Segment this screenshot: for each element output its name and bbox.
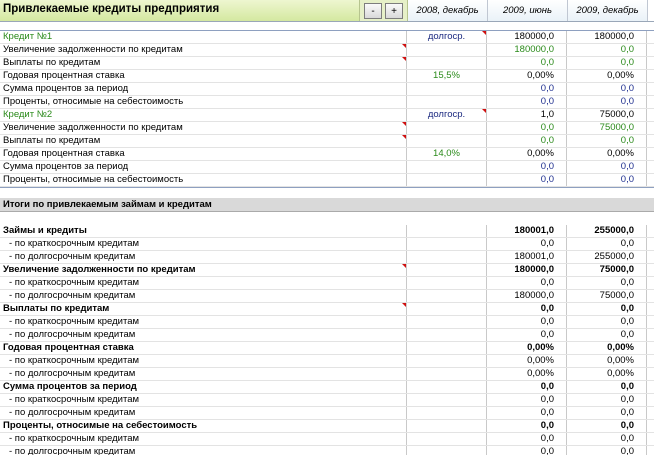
- cell-value[interactable]: 0,00%: [567, 148, 647, 160]
- row-label[interactable]: - по долгосрочным кредитам: [0, 407, 407, 419]
- credit-name[interactable]: Кредит №2: [0, 109, 407, 121]
- row-label[interactable]: - по краткосрочным кредитам: [0, 355, 407, 367]
- collapse-button[interactable]: -: [364, 3, 382, 19]
- cell-value[interactable]: 180000,0: [487, 290, 567, 302]
- credit-name[interactable]: Кредит №1: [0, 31, 407, 43]
- totals-sub-row[interactable]: [0, 290, 654, 303]
- cell-value[interactable]: 180000,0: [487, 44, 567, 56]
- cell-value[interactable]: 0,0: [567, 44, 647, 56]
- cell-value[interactable]: 75000,0: [567, 264, 647, 276]
- cell-value[interactable]: 0,0: [487, 381, 567, 393]
- cell-value[interactable]: 0,0: [567, 238, 647, 250]
- cell-value[interactable]: 75000,0: [567, 290, 647, 302]
- cell-value[interactable]: 0,0: [567, 381, 647, 393]
- row-label[interactable]: Проценты, относимые на себестоимость: [0, 174, 407, 186]
- cell-value[interactable]: [407, 355, 487, 367]
- cell-value[interactable]: 0,0: [487, 433, 567, 445]
- row-label[interactable]: Сумма процентов за период: [0, 381, 407, 393]
- credit-row[interactable]: [0, 109, 654, 122]
- row-label[interactable]: Выплаты по кредитам: [0, 135, 407, 147]
- cell-value[interactable]: [407, 303, 487, 315]
- header-row: [0, 0, 654, 22]
- cell-value[interactable]: 0,0: [487, 174, 567, 186]
- totals-sub-row[interactable]: [0, 355, 654, 368]
- credit-term[interactable]: долгоср.: [407, 109, 487, 121]
- cell-value[interactable]: 15,5%: [407, 70, 487, 82]
- cell-value[interactable]: 0,0: [487, 420, 567, 432]
- cell-value[interactable]: 255000,0: [567, 251, 647, 263]
- cell-value[interactable]: 180001,0: [487, 225, 567, 237]
- cell-value[interactable]: 0,0: [567, 446, 647, 455]
- totals-sub-row[interactable]: [0, 277, 654, 290]
- cell-value[interactable]: [407, 446, 487, 455]
- totals-sub-row[interactable]: [0, 316, 654, 329]
- totals-group-row[interactable]: [0, 420, 654, 433]
- cell-value[interactable]: 0,0: [487, 303, 567, 315]
- cell-value[interactable]: 0,0: [487, 446, 567, 455]
- totals-group-row[interactable]: [0, 225, 654, 238]
- cell-value[interactable]: [407, 407, 487, 419]
- cell-value[interactable]: 0,00%: [567, 355, 647, 367]
- col-header-2009-jun[interactable]: 2009, июнь: [488, 0, 568, 21]
- credit-term[interactable]: долгоср.: [407, 31, 487, 43]
- cell-value[interactable]: [407, 44, 487, 56]
- cell-value[interactable]: 0,0: [567, 420, 647, 432]
- cell-value[interactable]: 14,0%: [407, 148, 487, 160]
- row-label[interactable]: - по краткосрочным кредитам: [0, 433, 407, 445]
- cell-value[interactable]: 0,00%: [487, 342, 567, 354]
- cell-value[interactable]: 0,0: [487, 238, 567, 250]
- row-label[interactable]: - по долгосрочным кредитам: [0, 329, 407, 341]
- cell-value[interactable]: 0,0: [487, 57, 567, 69]
- cell-value[interactable]: 0,0: [567, 135, 647, 147]
- cell-value[interactable]: 0,0: [567, 96, 647, 108]
- credit-detail-row[interactable]: [0, 83, 654, 96]
- cell-value[interactable]: 0,0: [567, 407, 647, 419]
- cell-value[interactable]: 0,00%: [567, 342, 647, 354]
- totals-group-row[interactable]: [0, 342, 654, 355]
- totals-sub-row[interactable]: [0, 433, 654, 446]
- cell-value[interactable]: 0,0: [567, 161, 647, 173]
- row-label[interactable]: Годовая процентная ставка: [0, 342, 407, 354]
- totals-sub-row[interactable]: [0, 368, 654, 381]
- totals-sub-row[interactable]: [0, 407, 654, 420]
- cell-value[interactable]: [407, 174, 487, 186]
- row-label[interactable]: - по долгосрочным кредитам: [0, 368, 407, 380]
- cell-value[interactable]: 0,0: [487, 407, 567, 419]
- row-label[interactable]: - по краткосрочным кредитам: [0, 277, 407, 289]
- cell-value[interactable]: 0,00%: [567, 368, 647, 380]
- cell-value[interactable]: [407, 433, 487, 445]
- row-label[interactable]: - по краткосрочным кредитам: [0, 394, 407, 406]
- cell-value[interactable]: [407, 316, 487, 328]
- cell-value[interactable]: 0,0: [567, 329, 647, 341]
- cell-value[interactable]: 0,0: [567, 57, 647, 69]
- cell-value[interactable]: 0,0: [567, 174, 647, 186]
- row-label[interactable]: - по долгосрочным кредитам: [0, 446, 407, 455]
- cell-value[interactable]: [407, 225, 487, 237]
- cell-value[interactable]: 0,00%: [487, 70, 567, 82]
- cell-value[interactable]: [407, 277, 487, 289]
- cell-value[interactable]: 180000,0: [567, 31, 647, 43]
- cell-value[interactable]: 0,0: [487, 96, 567, 108]
- credit-detail-row[interactable]: [0, 174, 654, 187]
- row-label[interactable]: Выплаты по кредитам: [0, 303, 407, 315]
- credit-detail-row[interactable]: [0, 161, 654, 174]
- col-header-2008-dec[interactable]: 2008, декабрь: [408, 0, 488, 21]
- totals-sub-row[interactable]: [0, 238, 654, 251]
- credit-detail-row[interactable]: [0, 96, 654, 109]
- cell-value[interactable]: [407, 290, 487, 302]
- cell-value[interactable]: [407, 57, 487, 69]
- totals-group-row[interactable]: [0, 264, 654, 277]
- credit-detail-row[interactable]: [0, 57, 654, 70]
- cell-value[interactable]: 0,00%: [487, 148, 567, 160]
- cell-value[interactable]: 1,0: [487, 109, 567, 121]
- cell-value[interactable]: 0,0: [487, 394, 567, 406]
- totals-sub-row[interactable]: [0, 329, 654, 342]
- cell-value[interactable]: [407, 329, 487, 341]
- row-label[interactable]: - по долгосрочным кредитам: [0, 251, 407, 263]
- page-title: Привлекаемые кредиты предприятия: [0, 0, 360, 21]
- row-label[interactable]: Проценты, относимые на себестоимость: [0, 420, 407, 432]
- row-label[interactable]: Годовая процентная ставка: [0, 70, 407, 82]
- cell-value[interactable]: [407, 238, 487, 250]
- totals-sub-row[interactable]: [0, 394, 654, 407]
- row-label[interactable]: Увеличение задолженности по кредитам: [0, 122, 407, 134]
- cell-value[interactable]: 0,0: [567, 277, 647, 289]
- totals-sub-row[interactable]: [0, 446, 654, 455]
- group-buttons: [360, 0, 408, 21]
- cell-value[interactable]: 180000,0: [487, 264, 567, 276]
- cell-value[interactable]: [407, 368, 487, 380]
- credit-detail-row[interactable]: [0, 135, 654, 148]
- cell-value[interactable]: [407, 420, 487, 432]
- credit-detail-row[interactable]: [0, 148, 654, 161]
- totals-section-title: Итоги по привлекаемым займам и кредитам: [0, 198, 654, 212]
- credit-detail-row[interactable]: [0, 70, 654, 83]
- cell-value[interactable]: 75000,0: [567, 122, 647, 134]
- row-label[interactable]: Займы и кредиты: [0, 225, 407, 237]
- row-label[interactable]: Увеличение задолженности по кредитам: [0, 264, 407, 276]
- cell-value[interactable]: [407, 381, 487, 393]
- cell-value[interactable]: 0,00%: [487, 355, 567, 367]
- cell-value[interactable]: 0,0: [567, 394, 647, 406]
- cell-value[interactable]: [407, 394, 487, 406]
- row-label[interactable]: - по краткосрочным кредитам: [0, 316, 407, 328]
- cell-value[interactable]: 180000,0: [487, 31, 567, 43]
- row-label[interactable]: Годовая процентная ставка: [0, 148, 407, 160]
- col-header-2009-dec[interactable]: 2009, декабрь: [568, 0, 648, 21]
- totals-sub-row[interactable]: [0, 251, 654, 264]
- totals-group-row[interactable]: [0, 303, 654, 316]
- cell-value[interactable]: [407, 342, 487, 354]
- cell-value[interactable]: [407, 264, 487, 276]
- cell-value[interactable]: 0,0: [567, 316, 647, 328]
- expand-button[interactable]: +: [385, 3, 403, 19]
- cell-value[interactable]: [407, 83, 487, 95]
- cell-value[interactable]: [407, 251, 487, 263]
- row-label[interactable]: Проценты, относимые на себестоимость: [0, 96, 407, 108]
- cell-value[interactable]: 180001,0: [487, 251, 567, 263]
- cell-value[interactable]: 0,0: [487, 277, 567, 289]
- cell-value[interactable]: 0,00%: [567, 70, 647, 82]
- cell-value[interactable]: 0,0: [487, 135, 567, 147]
- cell-value[interactable]: 0,0: [567, 303, 647, 315]
- cell-value[interactable]: [407, 161, 487, 173]
- credit-detail-row[interactable]: [0, 44, 654, 57]
- cell-value[interactable]: 0,0: [487, 122, 567, 134]
- cell-value[interactable]: [407, 135, 487, 147]
- cell-value[interactable]: 0,0: [487, 161, 567, 173]
- cell-value[interactable]: 0,0: [567, 433, 647, 445]
- cell-value[interactable]: [407, 96, 487, 108]
- cell-value[interactable]: [407, 122, 487, 134]
- row-label[interactable]: Увеличение задолженности по кредитам: [0, 44, 407, 56]
- row-label[interactable]: Сумма процентов за период: [0, 83, 407, 95]
- cell-value[interactable]: 0,0: [487, 316, 567, 328]
- row-label[interactable]: Выплаты по кредитам: [0, 57, 407, 69]
- credit-detail-row[interactable]: [0, 122, 654, 135]
- totals-group-row[interactable]: [0, 381, 654, 394]
- credit-row[interactable]: [0, 31, 654, 44]
- row-label[interactable]: Сумма процентов за период: [0, 161, 407, 173]
- cell-value[interactable]: 255000,0: [567, 225, 647, 237]
- row-label[interactable]: - по краткосрочным кредитам: [0, 238, 407, 250]
- row-label[interactable]: - по долгосрочным кредитам: [0, 290, 407, 302]
- cell-value[interactable]: 0,00%: [487, 368, 567, 380]
- cell-value[interactable]: 0,0: [487, 329, 567, 341]
- cell-value[interactable]: 75000,0: [567, 109, 647, 121]
- cell-value[interactable]: 0,0: [567, 83, 647, 95]
- cell-value[interactable]: 0,0: [487, 83, 567, 95]
